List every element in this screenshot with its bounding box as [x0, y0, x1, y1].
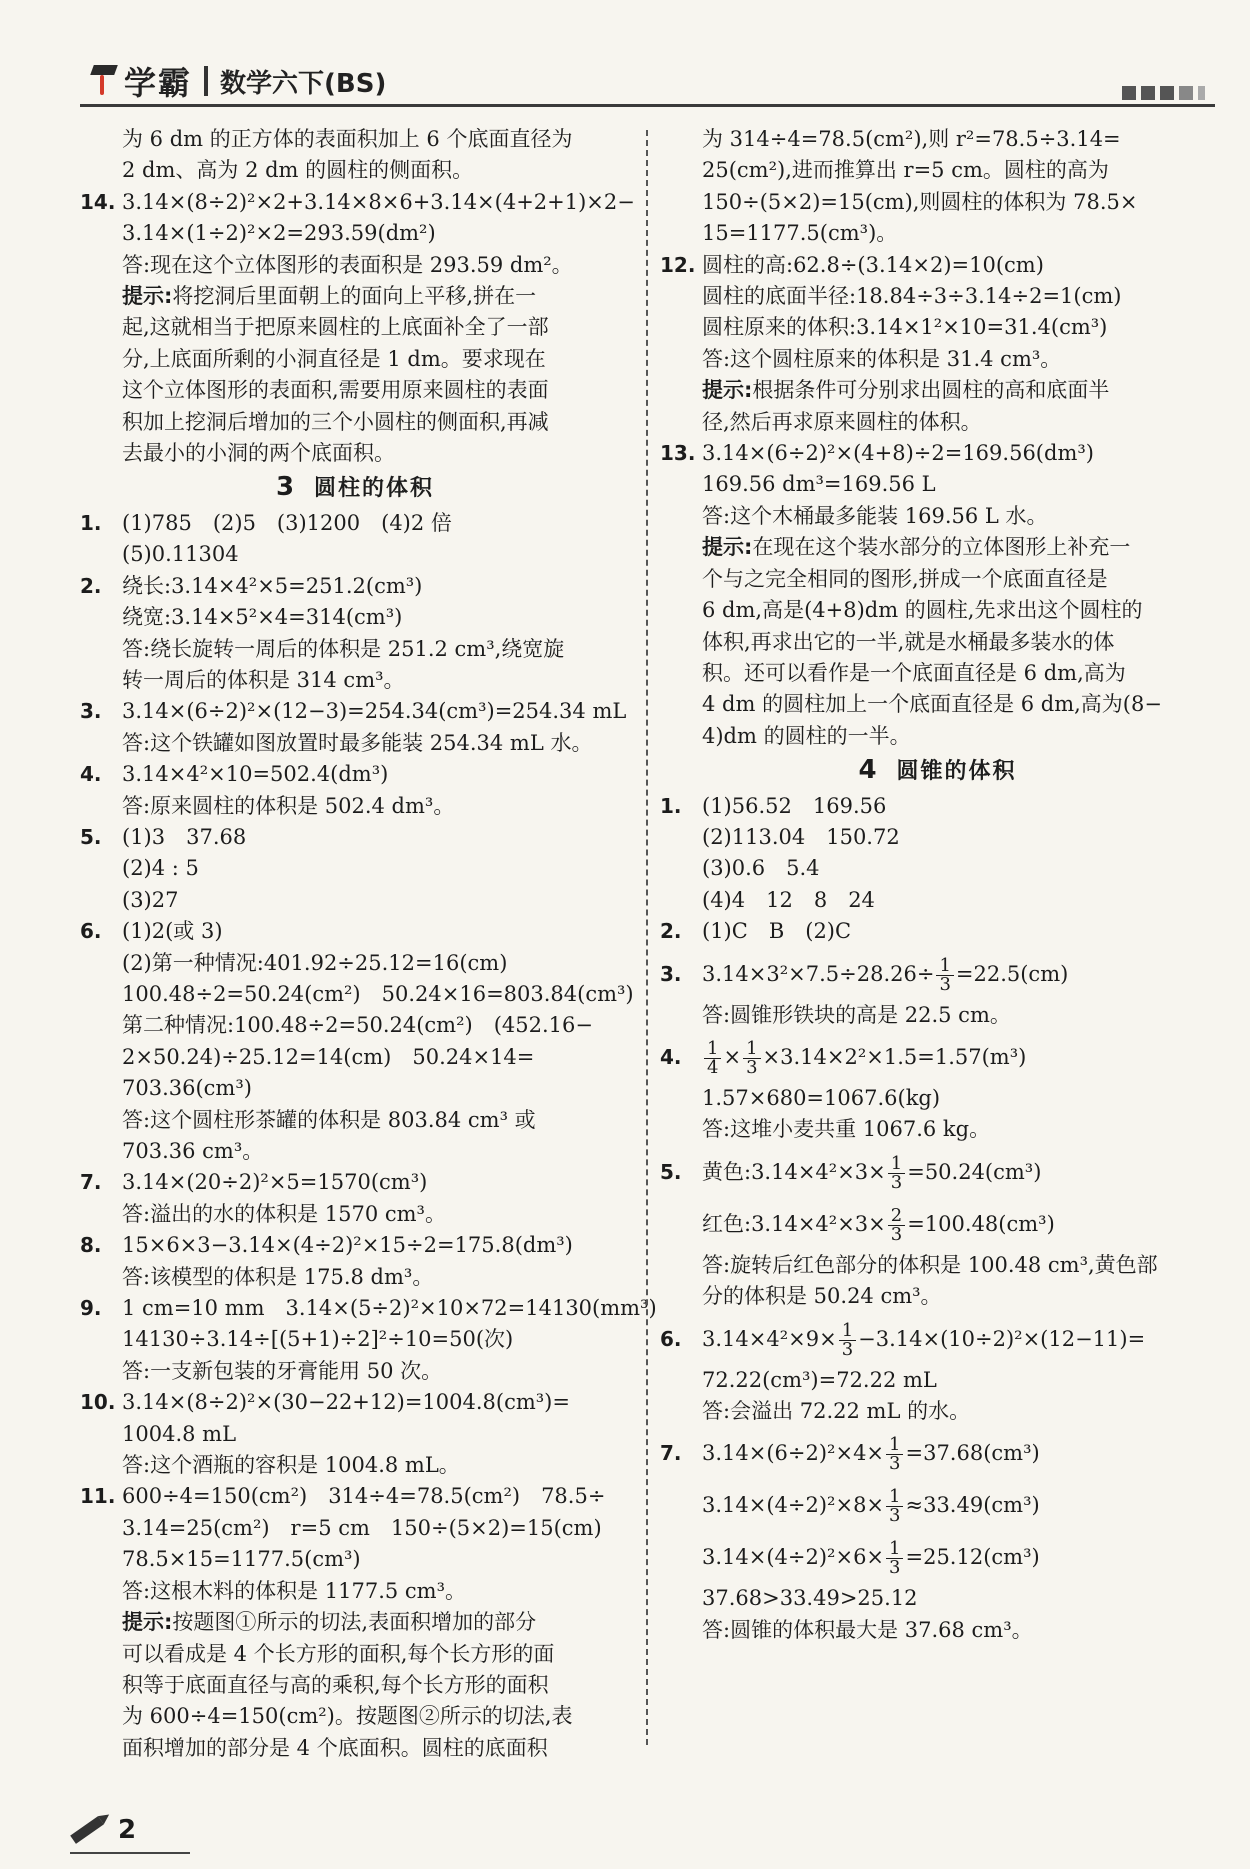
question-number: 12. — [660, 252, 696, 277]
answer-text: 15×6×3−3.14×(4÷2)²×15÷2=175.8(dm³) — [122, 1233, 573, 1258]
question-number: 6. — [660, 1326, 682, 1351]
text-line: (2)113.04 150.72 — [702, 824, 900, 849]
formula-line — [660, 1427, 1215, 1479]
question-number: 10. — [80, 1390, 116, 1415]
text-line: 答:这个酒瓶的容积是 1004.8 mL。 — [122, 1453, 460, 1478]
text-line: 703.36(cm³) — [122, 1076, 252, 1101]
question-number: 11. — [80, 1484, 116, 1509]
fraction-denominator: 3 — [939, 973, 951, 995]
text-line: 起,这就相当于把原来圆柱的上底面补全了一部 — [122, 315, 549, 340]
fraction-numerator: 1 — [704, 1040, 721, 1059]
fraction-denominator: 3 — [889, 1453, 901, 1475]
formula-part: 3.14×(4÷2)²×6× — [702, 1545, 885, 1570]
text-line: 分的体积是 50.24 cm³。 — [702, 1284, 942, 1309]
text-line: 703.36 cm³。 — [122, 1139, 264, 1163]
text-line: 2×50.24)÷25.12=14(cm) 50.24×14= — [122, 1044, 535, 1069]
question-line — [660, 916, 1215, 947]
formula-line — [660, 1531, 1215, 1583]
fraction-numerator: 1 — [886, 1436, 903, 1455]
fraction-numerator: 1 — [839, 1322, 856, 1341]
text-line: 圆柱的底面半径:18.84÷3÷3.14÷2=1(cm) — [702, 284, 1122, 309]
text-line: 答:会溢出 72.22 mL 的水。 — [702, 1399, 971, 1423]
text-line: 答:现在这个立体图形的表面积是 293.59 dm²。 — [122, 252, 573, 277]
question-line — [80, 1167, 630, 1198]
text-line: 答:这个木桶最多能装 169.56 L 水。 — [702, 503, 1048, 528]
question-line — [80, 696, 630, 727]
hint-label: 提示: — [122, 284, 173, 309]
fraction-denominator: 3 — [841, 1338, 854, 1360]
text-line: 为 314÷4=78.5(cm²),则 r²=78.5÷3.14= — [702, 127, 1121, 151]
text-line: 72.22(cm³)=72.22 mL — [702, 1367, 937, 1392]
answer-text: (1)56.52 169.56 — [702, 793, 887, 818]
fraction — [704, 1037, 721, 1078]
question-number: 8. — [80, 1233, 102, 1258]
text-line: 可以看成是 4 个长方形的面积,每个长方形的面 — [122, 1641, 555, 1666]
text-line: 1004.8 mL — [122, 1421, 237, 1446]
answer-text: (1)785 (2)5 (3)1200 (4)2 倍 — [122, 510, 452, 535]
text-line: 答:这堆小麦共重 1067.6 kg。 — [702, 1117, 991, 1142]
answer-text: 圆柱的高:62.8÷(3.14×2)=10(cm) — [702, 252, 1044, 277]
formula-part: ×3.14×2²×1.5=1.57(m³) — [762, 1044, 1027, 1069]
fraction-numerator: 1 — [886, 1540, 903, 1559]
formula-part: =37.68(cm³) — [905, 1441, 1040, 1466]
answer-text: 3.14×4²×10=502.4(dm³) — [122, 762, 389, 787]
question-number: 5. — [660, 1159, 682, 1184]
text-line: (5)0.11304 — [122, 542, 239, 567]
formula-part: 3.14×3²×7.5÷28.26÷ — [702, 961, 935, 986]
answer-text: 绕长:3.14×4²×5=251.2(cm³) — [122, 573, 423, 598]
text-line: 4)dm 的圆柱的一半。 — [702, 723, 911, 748]
question-number: 2. — [660, 919, 682, 944]
brand-logo — [88, 58, 386, 104]
page-number: 2 — [118, 1815, 137, 1845]
formula-part: =50.24(cm³) — [907, 1159, 1042, 1184]
formula-line — [660, 948, 1215, 1000]
hint-line — [660, 532, 1215, 563]
section-title — [80, 472, 630, 504]
text-line: 78.5×15=1177.5(cm³) — [122, 1547, 361, 1572]
hint-label: 提示: — [702, 535, 753, 560]
text-line: 积等于底面直径与高的乘积,每个长方形的面积 — [122, 1672, 549, 1697]
formula-line — [660, 1031, 1215, 1083]
text-line: 答:溢出的水的体积是 1570 cm³。 — [122, 1201, 446, 1226]
right-column — [660, 124, 1215, 1646]
left-column — [80, 124, 657, 1764]
formula-line — [660, 1146, 1215, 1198]
text-line: (3)0.6 5.4 — [702, 856, 820, 881]
answer-text: (1)3 37.68 — [122, 824, 247, 849]
fraction-numerator: 2 — [888, 1207, 905, 1226]
text-line: 这个立体图形的表面积,需要用原来圆柱的表面 — [122, 378, 549, 403]
fraction-denominator: 3 — [746, 1056, 758, 1078]
text-line: (2)4 : 5 — [122, 856, 199, 881]
fraction-denominator: 3 — [890, 1171, 903, 1193]
text-line: 6 dm,高是(4+8)dm 的圆柱,先求出这个圆柱的 — [702, 598, 1143, 623]
question-line — [80, 508, 630, 539]
hint-text: 根据条件可分别求出圆柱的高和底面半 — [752, 378, 1110, 403]
text-line: 绕宽:3.14×5²×4=314(cm³) — [122, 605, 403, 630]
page-footer — [70, 1815, 136, 1845]
formula-part: 红色:3.14×4²×3× — [702, 1211, 886, 1236]
text-line: 面积增加的部分是 4 个底面积。圆柱的底面积 — [122, 1735, 548, 1760]
answer-text: 3.14×(8÷2)²×2+3.14×8×6+3.14×(4+2+1)×2− — [122, 189, 635, 214]
text-line: 积。还可以看作是一个底面直径是 6 dm,高为 — [702, 660, 1126, 685]
question-number: 1. — [80, 510, 102, 535]
text-line: 100.48÷2=50.24(cm²) 50.24×16=803.84(cm³) — [122, 981, 634, 1006]
question-line — [660, 791, 1215, 822]
brand-name: 学霸 — [124, 64, 193, 102]
answer-text: 3.14×(6÷2)²×(12−3)=254.34(cm³)=254.34 mL — [122, 699, 627, 724]
text-line: 第二种情况:100.48÷2=50.24(cm²) (452.16− — [122, 1013, 593, 1038]
hint-text: 在现在这个装水部分的立体图形上补充一 — [752, 535, 1131, 560]
answer-text: (1)C B (2)C — [702, 919, 852, 944]
fraction-numerator: 1 — [888, 1155, 905, 1174]
question-line — [660, 438, 1215, 469]
text-line: 答:这个圆柱原来的体积是 31.4 cm³。 — [702, 346, 1062, 371]
question-number: 3. — [80, 699, 102, 724]
question-line — [660, 250, 1215, 281]
text-line: 积加上挖洞后增加的三个小圆柱的侧面积,再减 — [122, 409, 549, 434]
text-line: 15=1177.5(cm³)。 — [702, 221, 898, 246]
text-line: (3)27 — [122, 887, 179, 912]
question-number: 4. — [660, 1044, 682, 1069]
header-separator — [204, 66, 208, 96]
text-line: 圆柱原来的体积:3.14×1²×10=31.4(cm³) — [702, 315, 1108, 340]
formula-part: 3.14×4²×9× — [702, 1326, 837, 1351]
formula-part: 3.14×(6÷2)²×4× — [702, 1441, 885, 1466]
question-line — [80, 822, 630, 853]
fraction — [936, 954, 953, 995]
fraction — [886, 1436, 903, 1473]
text-line: 答:这个圆柱形茶罐的体积是 803.84 cm³ 或 — [122, 1107, 536, 1132]
formula-part: 黄色:3.14×4²×3× — [702, 1159, 886, 1184]
header-rule — [80, 104, 1215, 107]
formula-part: 3.14×(4÷2)²×8× — [702, 1493, 885, 1518]
text-line: 转一周后的体积是 314 cm³。 — [122, 667, 405, 692]
fraction-denominator: 3 — [889, 1557, 901, 1579]
text-line: 3.14×(1÷2)²×2=293.59(dm²) — [122, 221, 436, 246]
text-line: 去最小的小洞的两个底面积。 — [122, 441, 395, 466]
text-line: 1.57×680=1067.6(kg) — [702, 1085, 941, 1110]
question-line — [80, 571, 630, 602]
text-line: 答:一支新包装的牙膏能用 50 次。 — [122, 1358, 443, 1383]
question-line — [80, 1387, 630, 1418]
text-line: (2)第一种情况:401.92÷25.12=16(cm) — [122, 950, 508, 975]
hint-text: 将挖洞后里面朝上的面向上平移,拼在一 — [172, 284, 537, 309]
fraction-denominator: 4 — [707, 1056, 719, 1078]
question-line — [80, 187, 635, 218]
question-number: 4. — [80, 762, 102, 787]
formula-part: −3.14×(10÷2)²×(12−11)= — [858, 1326, 1146, 1351]
section-number: 3 — [275, 472, 297, 503]
text-line: 答:旋转后红色部分的体积是 100.48 cm³,黄色部 — [702, 1252, 1158, 1277]
text-line: 25(cm²),进而推算出 r=5 cm。圆柱的高为 — [702, 158, 1109, 183]
question-line — [80, 1293, 657, 1324]
question-number: 9. — [80, 1296, 102, 1321]
graduation-cap-icon — [88, 61, 118, 101]
answer-text: (1)2(或 3) — [122, 919, 223, 944]
fraction-denominator: 3 — [890, 1223, 903, 1245]
hint-line — [80, 281, 630, 312]
section-name: 圆锥的体积 — [896, 759, 1017, 785]
text-line: (4)4 12 8 24 — [702, 887, 875, 912]
question-number: 1. — [660, 793, 682, 818]
fraction — [839, 1319, 856, 1360]
hint-text: 按题图①所示的切法,表面积增加的部分 — [172, 1610, 537, 1635]
question-number: 14. — [80, 189, 116, 214]
hint-label: 提示: — [702, 378, 753, 403]
text-line: 答:这根木料的体积是 1177.5 cm³。 — [122, 1578, 466, 1603]
section-name: 圆柱的体积 — [314, 476, 435, 502]
text-line: 4 dm 的圆柱加上一个底面直径是 6 dm,高为(8− — [702, 692, 1162, 717]
text-line: 169.56 dm³=169.56 L — [702, 472, 936, 497]
footer-rule — [70, 1852, 190, 1854]
formula-line — [660, 1479, 1215, 1531]
answer-text: 3.14×(20÷2)²×5=1570(cm³) — [122, 1170, 428, 1195]
fraction-denominator: 3 — [889, 1505, 901, 1527]
answer-text: 3.14×(8÷2)²×(30−22+12)=1004.8(cm³)= — [122, 1390, 570, 1415]
text-line: 径,然后再求原来圆柱的体积。 — [702, 409, 982, 434]
text-line: 答:圆锥形铁块的高是 22.5 cm。 — [702, 1002, 1011, 1027]
question-line — [80, 759, 630, 790]
question-number: 7. — [660, 1441, 682, 1466]
fraction-numerator: 1 — [886, 1488, 903, 1507]
fraction — [888, 1204, 905, 1245]
question-line — [80, 916, 630, 947]
formula-part: =22.5(cm) — [955, 961, 1069, 986]
text-line: 为 6 dm 的正方体的表面积加上 6 个底面直径为 — [122, 127, 573, 151]
fraction — [743, 1037, 760, 1078]
text-line: 个与之完全相同的图形,拼成一个底面直径是 — [702, 566, 1108, 591]
hint-line — [660, 375, 1215, 406]
fraction — [888, 1152, 905, 1193]
formula-line — [660, 1198, 1215, 1250]
answer-text: 1 cm=10 mm 3.14×(5÷2)²×10×72=14130(mm³) — [122, 1296, 657, 1321]
question-line — [80, 1230, 630, 1261]
fraction — [886, 1488, 903, 1525]
section-number: 4 — [858, 755, 879, 786]
text-line: 14130÷3.14÷[(5+1)÷2]²÷10=50(次) — [122, 1327, 514, 1352]
answer-text: 600÷4=150(cm²) 314÷4=78.5(cm²) 78.5÷ — [122, 1484, 606, 1509]
question-number: 7. — [80, 1170, 102, 1195]
text-line: 体积,再求出它的一半,就是水桶最多装水的体 — [702, 629, 1115, 654]
text-line: 150÷(5×2)=15(cm),则圆柱的体积为 78.5× — [702, 189, 1138, 214]
fraction — [886, 1540, 903, 1577]
book-subject: 数学六下(BS) — [220, 68, 387, 99]
page-header — [0, 0, 1250, 120]
fraction-numerator: 1 — [936, 957, 953, 976]
column-divider — [646, 130, 648, 1745]
text-line: 答:原来圆柱的体积是 502.4 dm³。 — [122, 793, 455, 818]
text-line: 答:这个铁罐如图放置时最多能装 254.34 mL 水。 — [122, 730, 593, 755]
answer-text: 3.14×(6÷2)²×(4+8)÷2=169.56(dm³) — [702, 441, 1094, 466]
text-line: 答:绕长旋转一周后的体积是 251.2 cm³,绕宽旋 — [122, 636, 565, 661]
question-number: 13. — [660, 441, 696, 466]
fraction-numerator: 1 — [743, 1040, 760, 1059]
question-number: 5. — [80, 824, 102, 849]
formula-line — [660, 1313, 1215, 1365]
times-sign: × — [723, 1044, 742, 1069]
text-line: 答:该模型的体积是 175.8 dm³。 — [122, 1264, 434, 1289]
text-line: 37.68>33.49>25.12 — [702, 1586, 918, 1611]
formula-part: ≈33.49(cm³) — [905, 1493, 1040, 1518]
section-title — [660, 755, 1215, 787]
question-number: 6. — [80, 919, 102, 944]
text-line: 答:圆锥的体积最大是 37.68 cm³。 — [702, 1617, 1033, 1642]
question-number: 2. — [80, 573, 102, 598]
hint-line — [80, 1607, 630, 1638]
text-line: 2 dm、高为 2 dm 的圆柱的侧面积。 — [122, 158, 474, 183]
formula-part: =25.12(cm³) — [905, 1545, 1040, 1570]
text-line: 分,上底面所剩的小洞直径是 1 dm。要求现在 — [122, 346, 546, 371]
hint-label: 提示: — [122, 1610, 173, 1635]
text-line: 为 600÷4=150(cm²)。按题图②所示的切法,表 — [122, 1704, 573, 1729]
header-decoration — [1122, 86, 1205, 100]
question-line — [80, 1481, 630, 1512]
pencil-icon — [70, 1816, 104, 1844]
question-number: 3. — [660, 961, 682, 986]
formula-part: =100.48(cm³) — [907, 1211, 1055, 1236]
text-line: 3.14=25(cm²) r=5 cm 150÷(5×2)=15(cm) — [122, 1515, 602, 1540]
